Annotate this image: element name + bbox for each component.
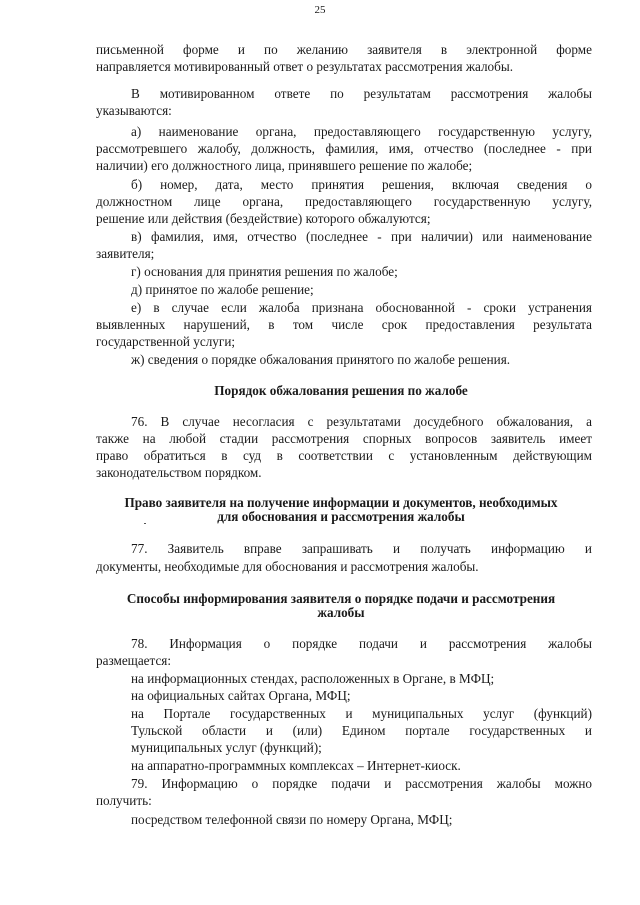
list-item-line: муниципальных услуг (функций); [131,740,322,755]
page-number: 25 [314,4,326,16]
section-heading: Способы информирования заявителя о порядке подачи и рассмотрения [126,591,556,606]
text-line: получить: [96,793,152,808]
text-line: 78. Информация о порядке подачи и рассмотрения жалобы [131,636,592,651]
list-item-line: на официальных сайтах Органа, МФЦ; [131,688,351,703]
list-item-line: посредством телефонной связи по номеру Органа, МФЦ; [131,812,453,827]
list-item-line: ж) сведения о порядке обжалования принятого по жалобе решения. [131,352,511,367]
text-line: законодательством порядком. [96,465,262,480]
text-line: 79. Информацию о порядке подачи и рассмотрения жалобы можно [131,776,592,791]
list-item-line: на Портале государственных и муниципальных услуг (функций) [131,706,592,721]
list-item-line: должностном лице органа, предоставляющего государственную услугу, [96,194,592,209]
scan-mark [144,523,146,524]
text-line: документы, необходимые для обоснования и рассмотрения жалобы. [96,559,479,574]
text-line: 77. Заявитель вправе запрашивать и получать информацию и [131,541,592,556]
text-line: письменной форме и по желанию заявителя в электронной форме [96,42,592,57]
list-item-line: в) фамилия, имя, отчество (последнее - при наличии) или наименование [131,229,592,244]
section-heading: жалобы [317,605,365,620]
list-item-line: на информационных стендах, расположенных в Органе, в МФЦ; [131,671,495,686]
list-item-line: заявителя; [96,246,155,261]
list-item-line: д) принятое по жалобе решение; [131,282,314,297]
list-item-line: рассмотревшего жалобу, должность, фамилия, имя, отчество (последнее - при [96,141,592,156]
text-line: право обратиться в суд в соответствии с установленным действующим [96,448,592,463]
list-item-line: а) наименование органа, предоставляющего государственную услугу, [131,124,592,139]
list-item-line: е) в случае если жалоба признана обоснованной - сроки устранения [131,300,592,315]
text-line: также на любой стадии рассмотрения спорных вопросов заявитель имеет [96,431,592,446]
text-line: направляется мотивированный ответ о результатах рассмотрения жалобы. [96,59,514,74]
section-heading: Право заявителя на получение информации и документов, необходимых [124,495,558,510]
list-item-line: решение или действия (бездействие) которого обжалуются; [96,211,431,226]
text-line: 76. В случае несогласия с результатами досудебного обжалования, а [131,414,592,429]
text-line: В мотивированном ответе по результатам рассмотрения жалобы [131,86,592,101]
list-item-line: Тульской области и (или) Едином портале государственных и [131,723,592,738]
section-heading: Порядок обжалования решения по жалобе [214,383,468,398]
list-item-line: государственной услуги; [96,334,236,349]
list-item-line: выявленных нарушений, в том числе срок предоставления результата [96,317,592,332]
list-item-line: б) номер, дата, место принятия решения, включая сведения о [131,177,592,192]
list-item-line: г) основания для принятия решения по жалобе; [131,264,398,279]
list-item-line: наличии) его должностного лица, принявшего решение по жалобе; [96,158,473,173]
section-heading: для обоснования и рассмотрения жалобы [217,509,465,524]
text-line: размещается: [96,653,172,668]
list-item-line: на аппаратно-программных комплексах – Интернет-киоск. [131,758,461,773]
text-line: указываются: [96,103,172,118]
